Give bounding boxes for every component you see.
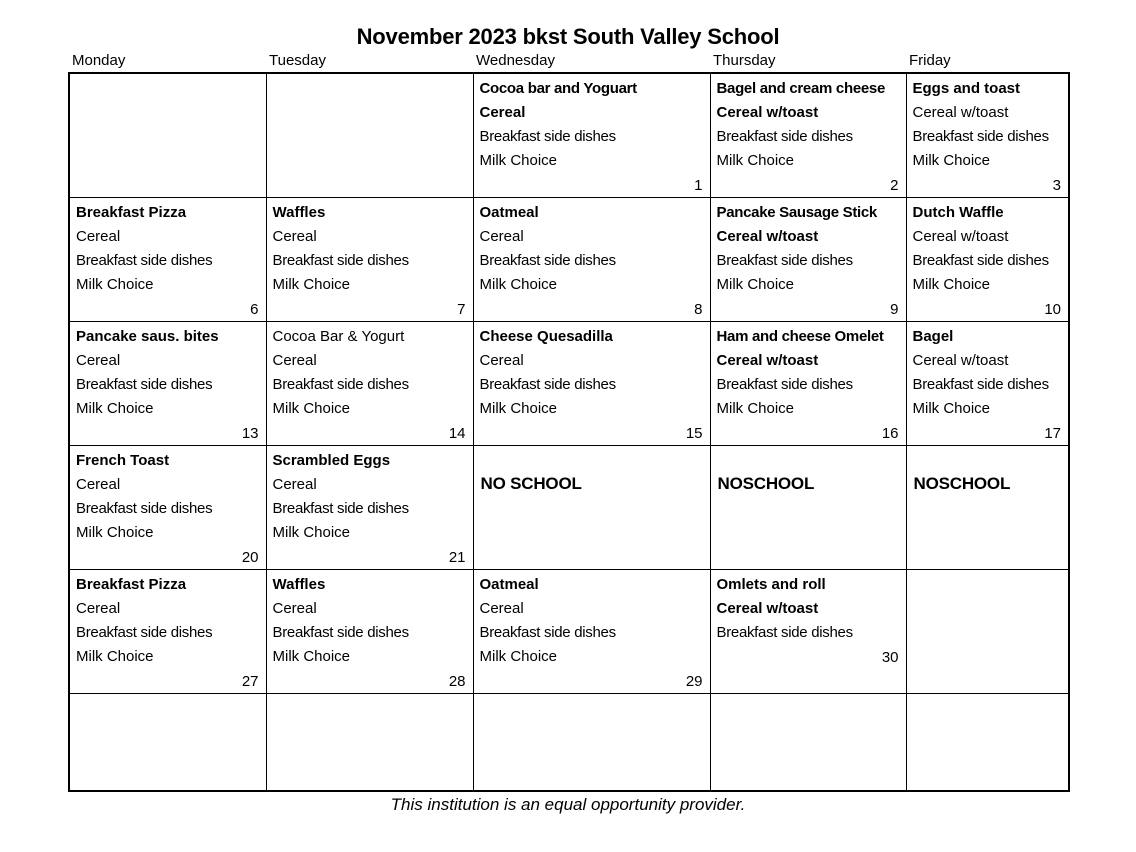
- date-number: 21: [448, 549, 466, 566]
- day-of-week-header-row: [68, 52, 1068, 72]
- calendar-day-cell[interactable]: [473, 570, 710, 694]
- calendar-day-cell[interactable]: [266, 198, 473, 322]
- menu-item-line: French Toast: [76, 452, 170, 469]
- menu-item-line: Cereal: [272, 228, 317, 245]
- day-cell-content: [711, 446, 906, 569]
- menu-item-line: Breakfast side dishes: [716, 128, 853, 145]
- no-school-label: NOSCHOOL: [913, 474, 1011, 493]
- day-cell-content: [907, 198, 1069, 321]
- calendar-day-cell[interactable]: [473, 322, 710, 446]
- date-number: 10: [1044, 301, 1061, 318]
- date-number: 13: [241, 425, 259, 442]
- date-number: 7: [457, 301, 466, 318]
- calendar-day-cell[interactable]: [710, 198, 906, 322]
- calendar-week-row: [69, 446, 1069, 570]
- day-cell-content: [474, 694, 710, 790]
- menu-item-line: Cereal: [479, 104, 526, 121]
- menu-item-line: Breakfast side dishes: [716, 252, 853, 269]
- day-cell-content: [711, 694, 906, 790]
- day-header-wednesday: Wednesday: [476, 52, 555, 69]
- menu-item-line: Cereal w/toast: [716, 600, 819, 617]
- calendar-day-cell[interactable]: [906, 198, 1069, 322]
- menu-item-line: Waffles: [272, 576, 326, 593]
- day-cell-content: [267, 570, 473, 693]
- no-school-label: NOSCHOOL: [717, 474, 815, 493]
- date-number: 14: [448, 425, 466, 442]
- day-header-friday: Friday: [909, 52, 951, 69]
- menu-item-line: Breakfast Pizza: [76, 204, 187, 221]
- day-cell-content: [711, 74, 906, 197]
- calendar-day-cell[interactable]: [69, 694, 266, 792]
- date-number: 27: [241, 673, 259, 690]
- calendar-day-cell[interactable]: [69, 446, 266, 570]
- calendar-day-cell[interactable]: [906, 446, 1069, 570]
- day-header-thursday: Thursday: [713, 52, 776, 69]
- calendar: [68, 52, 1068, 792]
- day-header-tuesday: Tuesday: [269, 52, 326, 69]
- menu-item-line: Milk Choice: [479, 276, 558, 293]
- calendar-week-row: [69, 73, 1069, 198]
- menu-item-line: Waffles: [272, 204, 326, 221]
- menu-item-line: Breakfast side dishes: [716, 624, 853, 641]
- menu-item-line: Cocoa bar and Yoguart: [479, 80, 637, 97]
- day-cell-content: [907, 74, 1069, 197]
- calendar-day-cell[interactable]: [906, 570, 1069, 694]
- menu-item-line: Breakfast side dishes: [479, 128, 616, 145]
- calendar-week-row: [69, 198, 1069, 322]
- calendar-day-cell[interactable]: [473, 198, 710, 322]
- date-number: 2: [890, 177, 899, 194]
- menu-item-line: Breakfast side dishes: [716, 376, 853, 393]
- menu-item-line: Cereal: [272, 476, 317, 493]
- calendar-day-cell[interactable]: [710, 446, 906, 570]
- date-number: 30: [881, 649, 899, 666]
- menu-item-line: Cereal: [272, 600, 317, 617]
- menu-item-line: Dutch Waffle: [912, 204, 1004, 221]
- menu-item-line: Breakfast Pizza: [76, 576, 187, 593]
- day-cell-content: [474, 446, 710, 569]
- equal-opportunity-footer: This institution is an equal opportunity provider.: [390, 795, 746, 814]
- menu-item-line: Cereal: [76, 228, 121, 245]
- menu-item-line: Milk Choice: [716, 400, 795, 417]
- day-cell-content: [70, 446, 266, 569]
- day-cell-content: [267, 74, 473, 197]
- day-cell-content: [474, 74, 710, 197]
- menu-item-line: Milk Choice: [76, 276, 154, 293]
- menu-item-line: Bagel and cream cheese: [716, 80, 885, 97]
- calendar-day-cell[interactable]: [266, 694, 473, 792]
- menu-item-line: Pancake Sausage Stick: [716, 204, 877, 221]
- day-cell-content: [70, 198, 266, 321]
- calendar-day-cell[interactable]: [266, 570, 473, 694]
- day-cell-content: [907, 694, 1069, 790]
- date-number: 15: [685, 425, 703, 442]
- day-cell-content: [907, 570, 1069, 693]
- day-cell-content: [474, 322, 710, 445]
- menu-item-line: Breakfast side dishes: [272, 252, 409, 269]
- calendar-day-cell[interactable]: [710, 570, 906, 694]
- menu-item-line: Cereal w/toast: [912, 228, 1009, 245]
- calendar-week-row: [69, 570, 1069, 694]
- date-number: 17: [1044, 425, 1061, 442]
- menu-item-line: Breakfast side dishes: [76, 500, 213, 517]
- menu-item-line: Breakfast side dishes: [272, 500, 409, 517]
- menu-item-line: Ham and cheese Omelet: [716, 328, 884, 345]
- day-cell-content: [907, 322, 1069, 445]
- date-number: 3: [1052, 177, 1061, 194]
- menu-item-line: Cheese Quesadilla: [479, 328, 613, 345]
- calendar-day-cell[interactable]: [906, 694, 1069, 792]
- menu-item-line: Milk Choice: [479, 400, 558, 417]
- menu-item-line: Bagel: [912, 328, 954, 345]
- menu-item-line: Milk Choice: [272, 648, 351, 665]
- calendar-day-cell[interactable]: [710, 73, 906, 198]
- calendar-day-cell[interactable]: [906, 322, 1069, 446]
- calendar-grid: [68, 72, 1070, 792]
- menu-item-line: Cereal w/toast: [716, 104, 819, 121]
- calendar-day-cell[interactable]: [473, 694, 710, 792]
- day-cell-content: [267, 322, 473, 445]
- menu-item-line: Cereal: [479, 228, 524, 245]
- menu-item-line: Milk Choice: [716, 152, 795, 169]
- menu-item-line: Milk Choice: [76, 524, 154, 541]
- day-cell-content: [267, 446, 473, 569]
- menu-item-line: Breakfast side dishes: [76, 624, 213, 641]
- calendar-day-cell[interactable]: [266, 446, 473, 570]
- day-cell-content: [70, 74, 266, 197]
- day-cell-content: [267, 694, 473, 790]
- day-cell-content: [70, 570, 266, 693]
- menu-item-line: Cereal w/toast: [716, 352, 819, 369]
- menu-item-line: Breakfast side dishes: [912, 376, 1049, 393]
- date-number: 29: [685, 673, 703, 690]
- calendar-day-cell[interactable]: [473, 446, 710, 570]
- calendar-week-row: [69, 694, 1069, 792]
- menu-item-line: Breakfast side dishes: [479, 376, 616, 393]
- menu-item-line: Cereal: [76, 600, 121, 617]
- menu-item-line: Breakfast side dishes: [272, 624, 409, 641]
- menu-item-line: Milk Choice: [76, 648, 154, 665]
- menu-item-line: Milk Choice: [912, 400, 991, 417]
- calendar-day-cell[interactable]: [69, 73, 266, 198]
- calendar-day-cell[interactable]: [473, 73, 710, 198]
- day-cell-content: [907, 446, 1069, 569]
- date-number: 9: [890, 301, 899, 318]
- menu-item-line: Milk Choice: [272, 400, 351, 417]
- calendar-body: [69, 73, 1069, 791]
- no-school-label: NO SCHOOL: [480, 474, 582, 493]
- menu-item-line: Breakfast side dishes: [76, 252, 213, 269]
- menu-item-line: Eggs and toast: [912, 80, 1021, 97]
- menu-item-line: Cereal w/toast: [912, 104, 1009, 121]
- calendar-day-cell[interactable]: [906, 73, 1069, 198]
- menu-item-line: Breakfast side dishes: [479, 252, 616, 269]
- page-title: November 2023 bkst South Valley School: [356, 24, 780, 49]
- day-cell-content: [267, 198, 473, 321]
- day-cell-content: [711, 570, 906, 693]
- calendar-day-cell[interactable]: [710, 322, 906, 446]
- calendar-day-cell[interactable]: [710, 694, 906, 792]
- menu-item-line: Cereal: [479, 600, 524, 617]
- menu-item-line: Breakfast side dishes: [912, 128, 1049, 145]
- day-cell-content: [711, 198, 906, 321]
- calendar-day-cell[interactable]: [266, 322, 473, 446]
- day-cell-content: [474, 570, 710, 693]
- date-number: 20: [241, 549, 259, 566]
- calendar-day-cell[interactable]: [266, 73, 473, 198]
- day-cell-content: [474, 198, 710, 321]
- day-header-monday: Monday: [72, 52, 126, 69]
- menu-item-line: Milk Choice: [76, 400, 154, 417]
- menu-item-line: Omlets and roll: [716, 576, 826, 593]
- menu-item-line: Cereal w/toast: [716, 228, 819, 245]
- menu-item-line: Milk Choice: [716, 276, 795, 293]
- date-number: 16: [881, 425, 899, 442]
- menu-item-line: Oatmeal: [479, 204, 539, 221]
- menu-item-line: Cereal: [479, 352, 524, 369]
- menu-item-line: Milk Choice: [479, 152, 558, 169]
- menu-item-line: Breakfast side dishes: [272, 376, 409, 393]
- menu-item-line: Milk Choice: [912, 152, 991, 169]
- day-cell-content: [70, 322, 266, 445]
- menu-item-line: Breakfast side dishes: [479, 624, 616, 641]
- menu-item-line: Cereal: [272, 352, 317, 369]
- menu-item-line: Scrambled Eggs: [272, 452, 391, 469]
- calendar-day-cell[interactable]: [69, 570, 266, 694]
- menu-item-line: Milk Choice: [272, 524, 351, 541]
- day-cell-content: [711, 322, 906, 445]
- menu-item-line: Oatmeal: [479, 576, 539, 593]
- calendar-week-row: [69, 322, 1069, 446]
- menu-item-line: Cereal: [76, 476, 121, 493]
- menu-item-line: Cereal w/toast: [912, 352, 1009, 369]
- menu-item-line: Milk Choice: [272, 276, 351, 293]
- menu-item-line: Cocoa Bar & Yogurt: [272, 328, 405, 345]
- calendar-day-cell[interactable]: [69, 322, 266, 446]
- menu-item-line: Milk Choice: [479, 648, 558, 665]
- date-number: 8: [694, 301, 703, 318]
- day-cell-content: [70, 694, 266, 790]
- date-number: 1: [694, 177, 703, 194]
- menu-item-line: Cereal: [76, 352, 121, 369]
- date-number: 6: [250, 301, 259, 318]
- menu-item-line: Milk Choice: [912, 276, 991, 293]
- menu-item-line: Pancake saus. bites: [76, 328, 219, 345]
- menu-item-line: Breakfast side dishes: [912, 252, 1049, 269]
- date-number: 28: [448, 673, 466, 690]
- calendar-day-cell[interactable]: [69, 198, 266, 322]
- menu-item-line: Breakfast side dishes: [76, 376, 213, 393]
